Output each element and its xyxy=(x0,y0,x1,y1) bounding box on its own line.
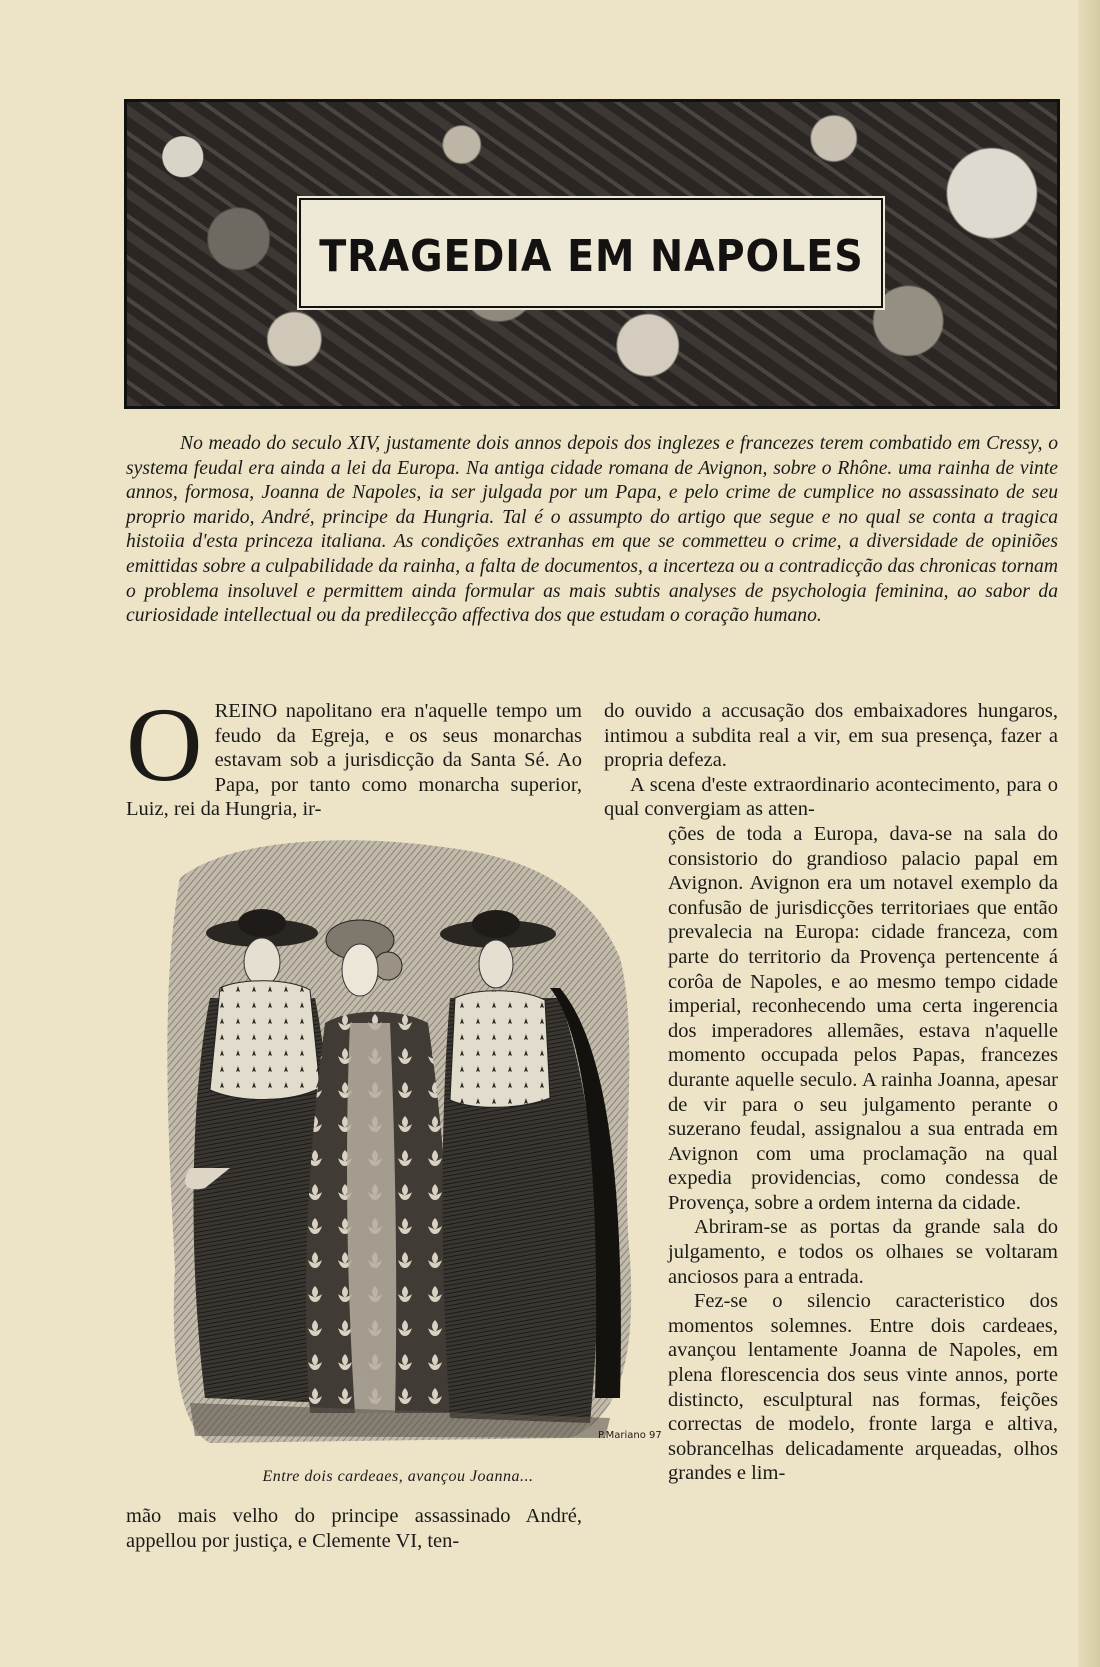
opening-smallcaps: REINO xyxy=(214,700,278,722)
right-paragraph-3: Abriram-se as portas da grande sala do julgamento, e todos os olhaıes se voltaram anciosos para a entrada. xyxy=(668,1216,1058,1288)
page-title: TRAGEDIA EM NAPOLES xyxy=(318,230,864,282)
title-box xyxy=(299,198,883,308)
right-paragraph-4: Fez-se o silencio caracteristico dos momentos solemnes. Entre dois cardeaes, avançou lentamente Joanna de Napoles, em plena florescencia dos seus vinte annos, porte distincto, esculptural nas formas, feições correctas de modelo, fronte larga e altiva, sobrancelhas delicadamente arqueadas, olhos grandes e lim- xyxy=(668,1290,1058,1485)
illustration-caption: Entre dois cardeaes, avançou Joanna... xyxy=(262,1468,534,1485)
header-banner xyxy=(124,99,1060,409)
illustration-signature: P.Mariano 97 xyxy=(598,1430,662,1441)
intro-paragraph xyxy=(126,432,1058,629)
right-column xyxy=(604,699,1058,1486)
article-opening xyxy=(126,686,582,822)
left-column-bottom xyxy=(126,1504,582,1553)
right-paragraph-1: do ouvido a accusação dos embaixadores hungaros, intimou a subdita real a vir, em sua presença, fazer a propria defeza. xyxy=(604,700,1058,772)
intro-text: No meado do seculo XIV, justamente dois annos depois dos inglezes e francezes terem combatido em Cressy, o systema feudal era ainda a lei da Europa. Na antiga cidade romana de Avignon, sobre o Rhône. uma rainha de vinte annos, formosa, Joanna de Napoles, ia ser julgada por um Papa, e pelo crime de cumplice no assassinato de seu proprio marido, André, principe da Hungria. Tal é o assumpto do artigo que segue e no qual se conta a tragica histoiia d'esta princeza italiana. As condições extranhas em que se commetteu o crime, a diversidade de opiniões emittidas sobre a culpabilidade da rainha, a falta de documentos, a incerteza ou a contradicção das chronicas tornam o problema insoluvel e permittem ainda formular as mais subtis analyses de psychologia feminina, ao sabor da curiosidade intellectual ou da predilecção affectiva dos que estudam o coração humano. xyxy=(126,433,1058,627)
right-column-indented-block xyxy=(668,822,1058,1486)
page-edge xyxy=(1078,0,1100,1667)
right-paragraph-2-lead: A scena d'este extraordinario acontecimento, para o qual convergiam as atten- xyxy=(604,773,1058,821)
drop-cap: O xyxy=(126,686,203,803)
left-column-top xyxy=(126,686,582,822)
right-paragraph-2: ções de toda a Europa, dava-se na sala do consistorio do grandioso palacio papal em Avignon. Avignon era um notavel exemplo da confusão de jurisdicções territoriaes que então prevalecia na Europa: cidade franceza, com parte do territorio da Provença pertencente á corôa de Napoles, e ao mesmo tempo cidade imperial, reconhecendo uma certa ingerencia dos imperadores allemães, estava n'aquelle momento occupada pelos Papas, francezes durante aquelle seculo. A rainha Joanna, apesar de vir para o seu julgamento perante o suzerano feudal, assignalou a sua entrada em Avignon com uma proclamação na qual expedia providencias, como condessa de Provença, sobre a ordem interna da cidade. xyxy=(668,822,1058,1214)
left-bottom-text: mão mais velho do principe assassinado André, appellou por justiça, e Clemente VI, ten- xyxy=(126,1505,582,1552)
left-top-text: napolitano era n'aquelle tempo um feudo da Egreja, e os seus monarchas estavam sob a jurisdicção da Santa Sé. Ao Papa, por tanto como monarcha superior, Luiz, rei da Hungria, ir- xyxy=(126,700,582,821)
illustration-cardinals-and-queen xyxy=(150,838,662,1458)
